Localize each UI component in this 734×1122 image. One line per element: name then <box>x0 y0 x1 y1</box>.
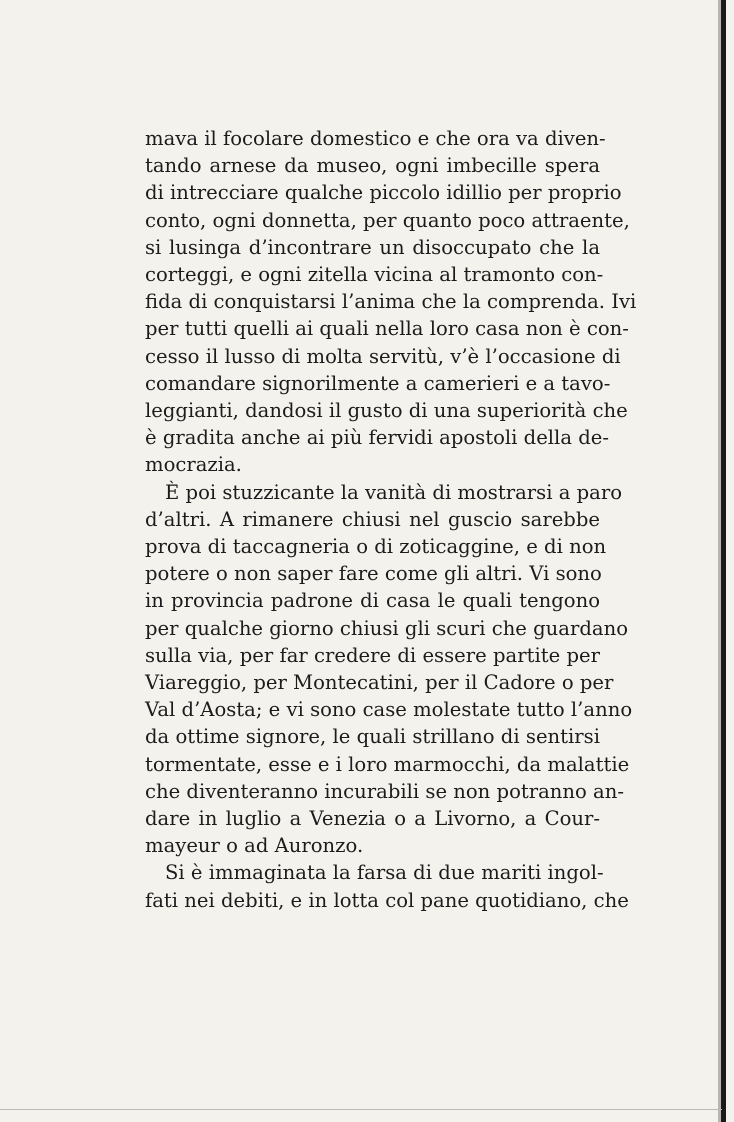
text-line: fida di conquistarsi l’anima che la comprenda. Ivi <box>145 290 637 314</box>
text-line: che diventeranno incurabili se non potranno an- <box>145 779 624 803</box>
text-line: mocrazia. <box>145 453 242 477</box>
text-line: per tutti quelli ai quali nella loro casa non è con- <box>145 317 629 341</box>
text-line: potere o non saper fare come gli altri. Vi sono <box>145 562 602 586</box>
text-line: mayeur o ad Auronzo. <box>145 834 364 858</box>
text-line: prova di taccagneria o di zoticaggine, e di non <box>145 535 607 559</box>
text-line: conto, ogni donnetta, per quanto poco attraente, <box>145 208 630 232</box>
text-line: di intrecciare qualche piccolo idillio per proprio <box>145 181 622 205</box>
text-line: dare in luglio a Venezia o a Livorno, a Cour- <box>145 807 600 831</box>
text-line: da ottime signore, le quali strillano di sentirsi <box>145 725 600 749</box>
text-line: per qualche giorno chiusi gli scuri che guardano <box>145 616 628 640</box>
text-line: in provincia padrone di casa le quali tengono <box>145 589 600 613</box>
page-bottom-edge <box>0 1109 722 1110</box>
text-line: sulla via, per far credere di essere partite per <box>145 643 600 667</box>
text-line: Si è immaginata la farsa di due mariti ingol- <box>165 861 604 885</box>
text-line: fati nei debiti, e in lotta col pane quotidiano, che <box>145 888 629 912</box>
text-line: d’altri. A rimanere chiusi nel guscio sarebbe <box>145 507 600 531</box>
text-line: Viareggio, per Montecatini, per il Cadore o per <box>145 671 614 695</box>
text-line: cesso il lusso di molta servitù, v’è l’occasione di <box>145 344 621 368</box>
book-spine-edge <box>721 0 726 1122</box>
body-text <box>145 125 637 914</box>
text-line: è gradita anche ai più fervidi apostoli della de- <box>145 426 609 450</box>
text-line: leggianti, dandosi il gusto di una superiorità che <box>145 399 628 423</box>
text-line: mava il focolare domestico e che ora va diven- <box>145 127 606 150</box>
text-line: Val d’Aosta; e vi sono case molestate tutto l’anno <box>145 698 633 722</box>
text-line: È poi stuzzicante la vanità di mostrarsi a paro <box>165 480 622 504</box>
text-line: tando arnese da museo, ogni imbecille spera <box>145 154 600 178</box>
text-line: si lusinga d’incontrare un disoccupato che la <box>145 235 600 259</box>
text-line: comandare signorilmente a camerieri e a tavo- <box>145 371 611 395</box>
text-line: corteggi, e ogni zitella vicina al tramonto con- <box>145 263 604 287</box>
text-line: tormentate, esse e i loro marmocchi, da malattie <box>145 752 630 776</box>
